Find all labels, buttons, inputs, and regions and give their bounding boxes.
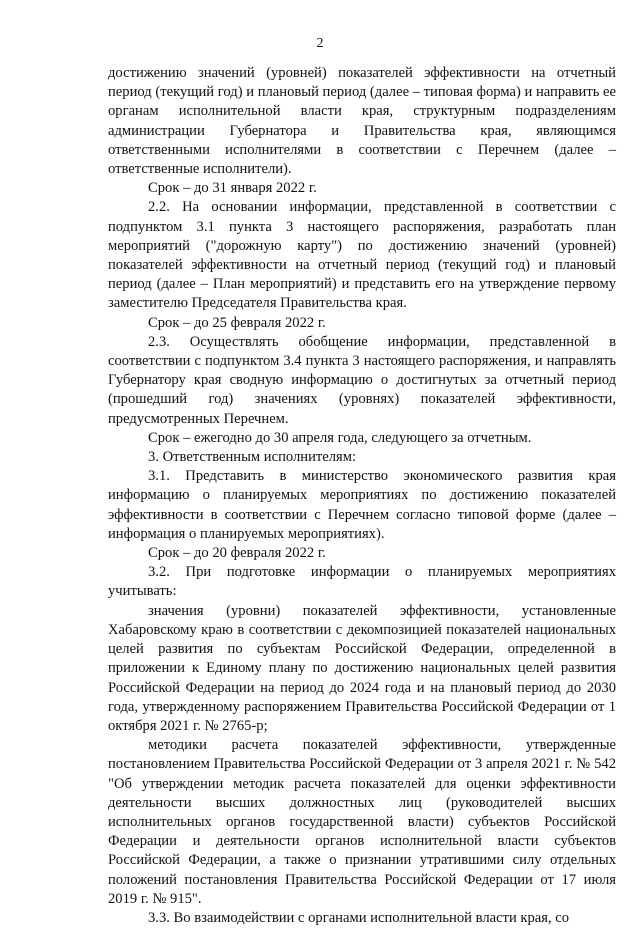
paragraph: 3.2. При подготовке информации о планируемых мероприятиях учитывать: — [108, 564, 616, 600]
section-heading: 3. Ответственным исполнителям: — [148, 449, 357, 466]
paragraph: 3.3. Во взаимодействии с органами исполнительной власти края, со — [148, 909, 570, 926]
paragraph: достижению значений (уровней) показателей эффективности на отчетный период (текущий год) и плановый период (далее – типовая форма) и направить ее органам исполнительной власти края, структурным подразделениям администрации Губернатора и Правительства края, являющимся ответственными исполнителями в соответствии с Перечнем (далее – ответственные исполнители). — [108, 65, 616, 178]
deadline-line: Срок – до 20 февраля 2022 г. — [148, 545, 326, 562]
paragraph: значения (уровни) показателей эффективности, установленные Хабаровскому краю в соответствии с декомпозицией показателей национальных целей развития по субъектам Российской Федерации, определенной в приложении к Единому плану по достижению национальных целей развития Российской Федерации на период до 2024 года и на плановый период до 2030 года, утвержденному распоряжением Правительства Российской Федерации от 1 октября 2021 г. № 2765-р; — [108, 602, 616, 734]
paragraph: 2.2. На основании информации, представленной в соответствии с подпунктом 3.1 пункта 3 настоящего распоряжения, разработать план мероприятий ("дорожную карту") по достижению значений (уровней) показателей эффективности на отчетный период (текущий год) и плановый период (далее – План мероприятий) и представить его на утверждение первому заместителю Председателя Правительства края. — [108, 199, 616, 312]
deadline-line: Срок – до 25 февраля 2022 г. — [148, 314, 326, 331]
paragraph: 3.1. Представить в министерство экономического развития края информацию о планируемых мероприятиях по достижению показателей эффективности в соответствии с Перечнем согласно типовой форме (далее – информация о планируемых мероприятиях). — [108, 468, 616, 542]
paragraph: методики расчета показателей эффективности, утвержденные постановлением Правительства Российской Федерации от 3 апреля 2021 г. № 542 "Об утверждении методик расчета показателей для оценки эффективности деятельности высших должностных лиц (руководителей высших исполнительных органов государственной власти) субъектов Российской Федерации и деятельности органов исполнительной власти субъектов Российской Федерации, а также о признании утратившими силу отдельных положений постановления Правительства Российской Федерации от 17 июля 2019 г. № 915". — [108, 737, 616, 907]
page-number: 2 — [316, 36, 324, 51]
deadline-line: Срок – ежегодно до 30 апреля года, следующего за отчетным. — [148, 429, 532, 446]
deadline-line: Срок – до 31 января 2022 г. — [148, 180, 317, 197]
paragraph: 2.3. Осуществлять обобщение информации, представленной в соответствии с подпунктом 3.4 пункта 3 настоящего распоряжения, и направлять Губернатору края сводную информацию о достигнутых за отчетный период (прошедший год) значениях (уровнях) показателей эффективности, предусмотренных Перечнем. — [108, 333, 616, 427]
body-text — [108, 64, 616, 928]
